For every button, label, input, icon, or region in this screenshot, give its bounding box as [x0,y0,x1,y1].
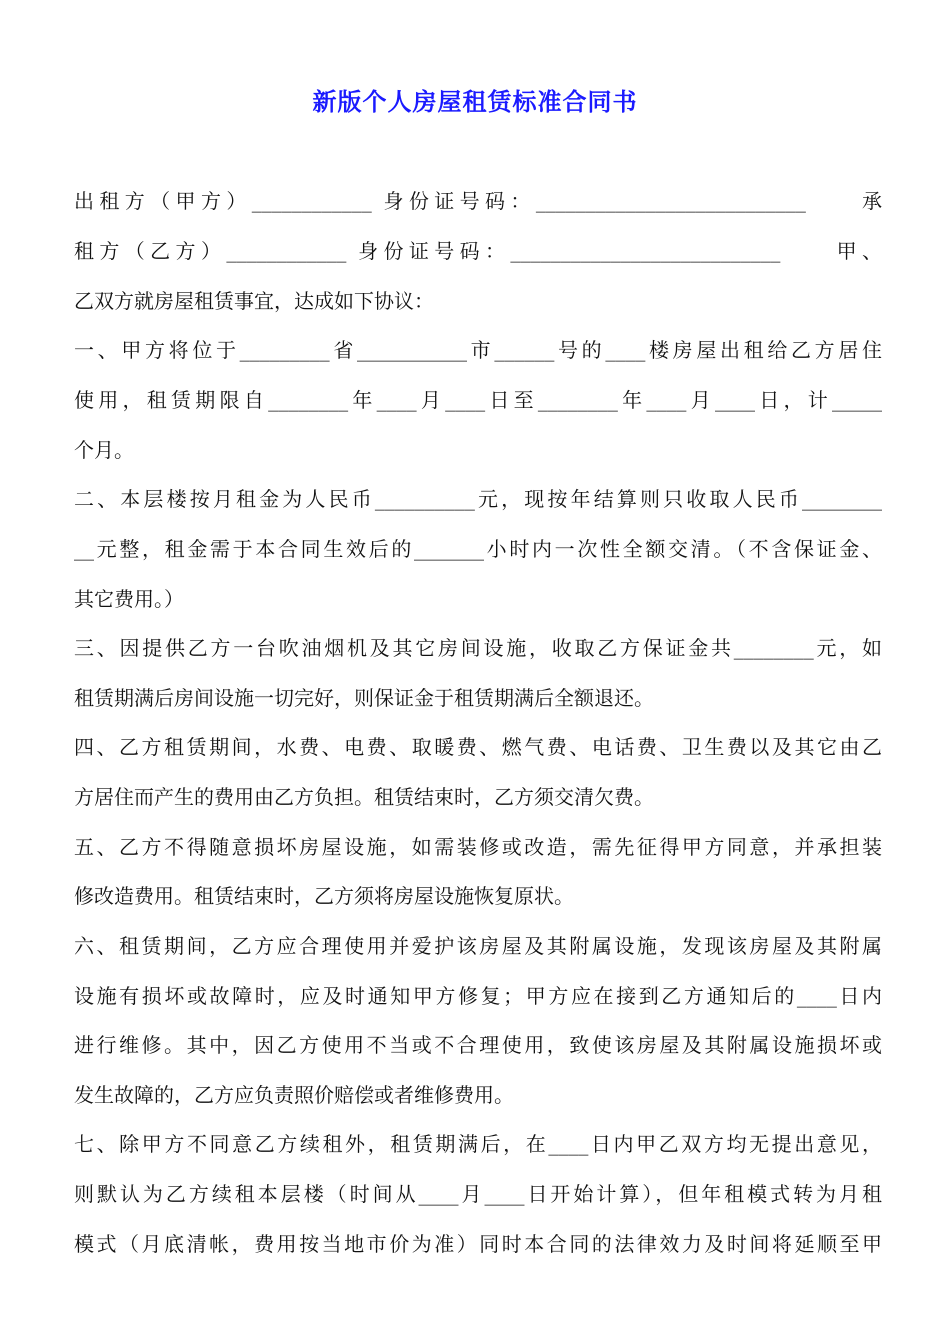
text-line: 则默认为乙方续租本层楼（时间从____月____日开始计算），但年租模式转为月租 [74,1182,882,1206]
text-line: 二、本层楼按月租金为人民币__________元，现按年结算则只收取人民币________ [74,487,882,511]
text-line: 进行维修。其中，因乙方使用不当或不合理使用，致使该房屋及其附属设施损坏或 [74,1033,882,1057]
text-line: 四、乙方租赁期间，水费、电费、取暖费、燃气费、电话费、卫生费以及其它由乙 [74,735,882,759]
document-title: 新版个人房屋租赁标准合同书 [312,87,638,116]
text-line: 七、除甲方不同意乙方续租外，租赁期满后，在____日内甲乙双方均无提出意见， [74,1132,882,1156]
text-line: 方居住而产生的费用由乙方负担。租赁结束时，乙方须交清欠费。 [74,785,654,809]
text-line: 一、甲方将位于_________省___________市______号的____楼房屋出租给乙方居住 [74,338,882,362]
text-line: 其它费用。） [74,587,184,611]
text-line: 五、乙方不得随意损坏房屋设施，如需装修或改造，需先征得甲方同意，并承担装 [74,835,882,859]
text-line: 修改造费用。租赁结束时，乙方须将房屋设施恢复原状。 [74,884,574,908]
text-line: 出租方（甲方）____________ 身份证号码：___________________________ 承 [74,189,882,213]
text-line: 使用，租赁期限自________年____月____日至________年____月____日，计_____ [74,388,882,412]
text-line: 三、因提供乙方一台吹油烟机及其它房间设施，收取乙方保证金共________元，如 [74,636,882,660]
text-line: 设施有损坏或故障时，应及时通知甲方修复；甲方应在接到乙方通知后的____日内 [74,984,882,1008]
text-line: 个月。 [74,438,134,462]
text-line: 租方（乙方）____________ 身份证号码：___________________________ 甲、 [74,239,882,263]
text-line: 乙双方就房屋租赁事宜，达成如下协议： [74,289,434,313]
text-line: 模式（月底清帐，费用按当地市价为准）同时本合同的法律效力及时间将延顺至甲 [74,1232,882,1256]
text-line: 租赁期满后房间设施一切完好，则保证金于租赁期满后全额退还。 [74,686,654,710]
text-line: __元整，租金需于本合同生效后的_______小时内一次性全额交清。（不含保证金、 [74,537,882,561]
text-line: 六、租赁期间，乙方应合理使用并爱护该房屋及其附属设施，发现该房屋及其附属 [74,934,882,958]
text-line: 发生故障的，乙方应负责照价赔偿或者维修费用。 [74,1083,514,1107]
